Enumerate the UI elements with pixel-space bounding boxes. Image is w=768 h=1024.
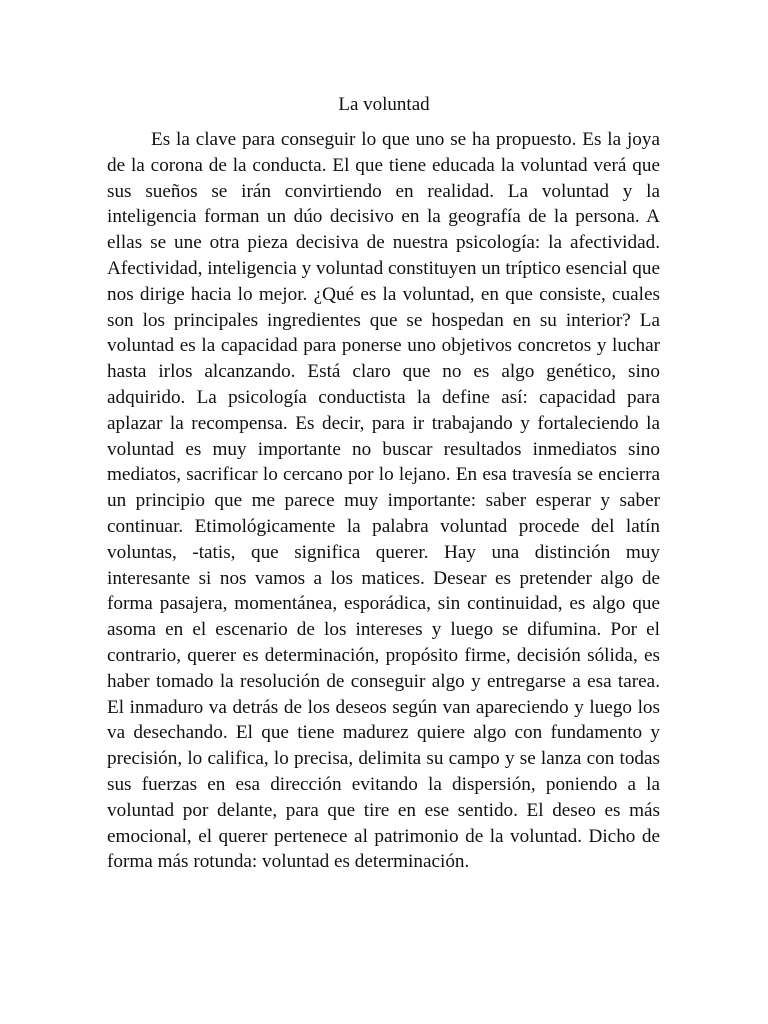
body-paragraph: Es la clave para conseguir lo que uno se ha propuesto. Es la joya de la corona de la conducta. El que tiene educada la voluntad verá que sus sueños se irán convirtiendo en realidad. La voluntad y la inteligencia forman un dúo decisivo en la geografía de la persona. A ellas se une otra pieza decisiva de nuestra psicología: la afectividad. Afectividad, inteligencia y voluntad constituyen un tríptico esencial que nos dirige hacia lo mejor. ¿Qué es la voluntad, en que consiste, cuales son los principales ingredientes que se hospedan en su interior? La voluntad es la capacidad para ponerse uno objetivos concretos y luchar hasta irlos alcanzando. Está claro que no es algo genético, sino adquirido. La psicología conductista la define así: capacidad para aplazar la recompensa. Es decir, para ir trabajando y fortaleciendo la voluntad es muy importante no buscar resultados inmediatos sino mediatos, sacrificar lo cercano por lo lejano. En esa travesía se encierra un principio que me parece muy importante: saber esperar y saber continuar. Etimológicamente la palabra voluntad procede del latín voluntas, -tatis, que significa querer. Hay una distinción muy interesante si nos vamos a los matices. Desear es pretender algo de forma pasajera, momentánea, esporádica, sin continuidad, es algo que asoma en el escenario de los intereses y luego se difumina. Por el contrario, querer es determinación, propósito firme, decisión sólida, es haber tomado la resolución de conseguir algo y entregarse a esa tarea. El inmaduro va detrás de los deseos según van apareciendo y luego los va desechando. El que tiene madurez quiere algo con fundamento y precisión, lo califica, lo precisa, delimita su campo y se lanza con todas sus fuerzas en esa dirección evitando la dispersión, poniendo a la voluntad por delante, para que tire en ese sentido. El deseo es más emocional, el querer pertenece al patrimonio de la voluntad. Dicho de forma más rotunda: voluntad es determinación. (107, 129, 660, 873)
document-title: La voluntad (338, 94, 430, 115)
